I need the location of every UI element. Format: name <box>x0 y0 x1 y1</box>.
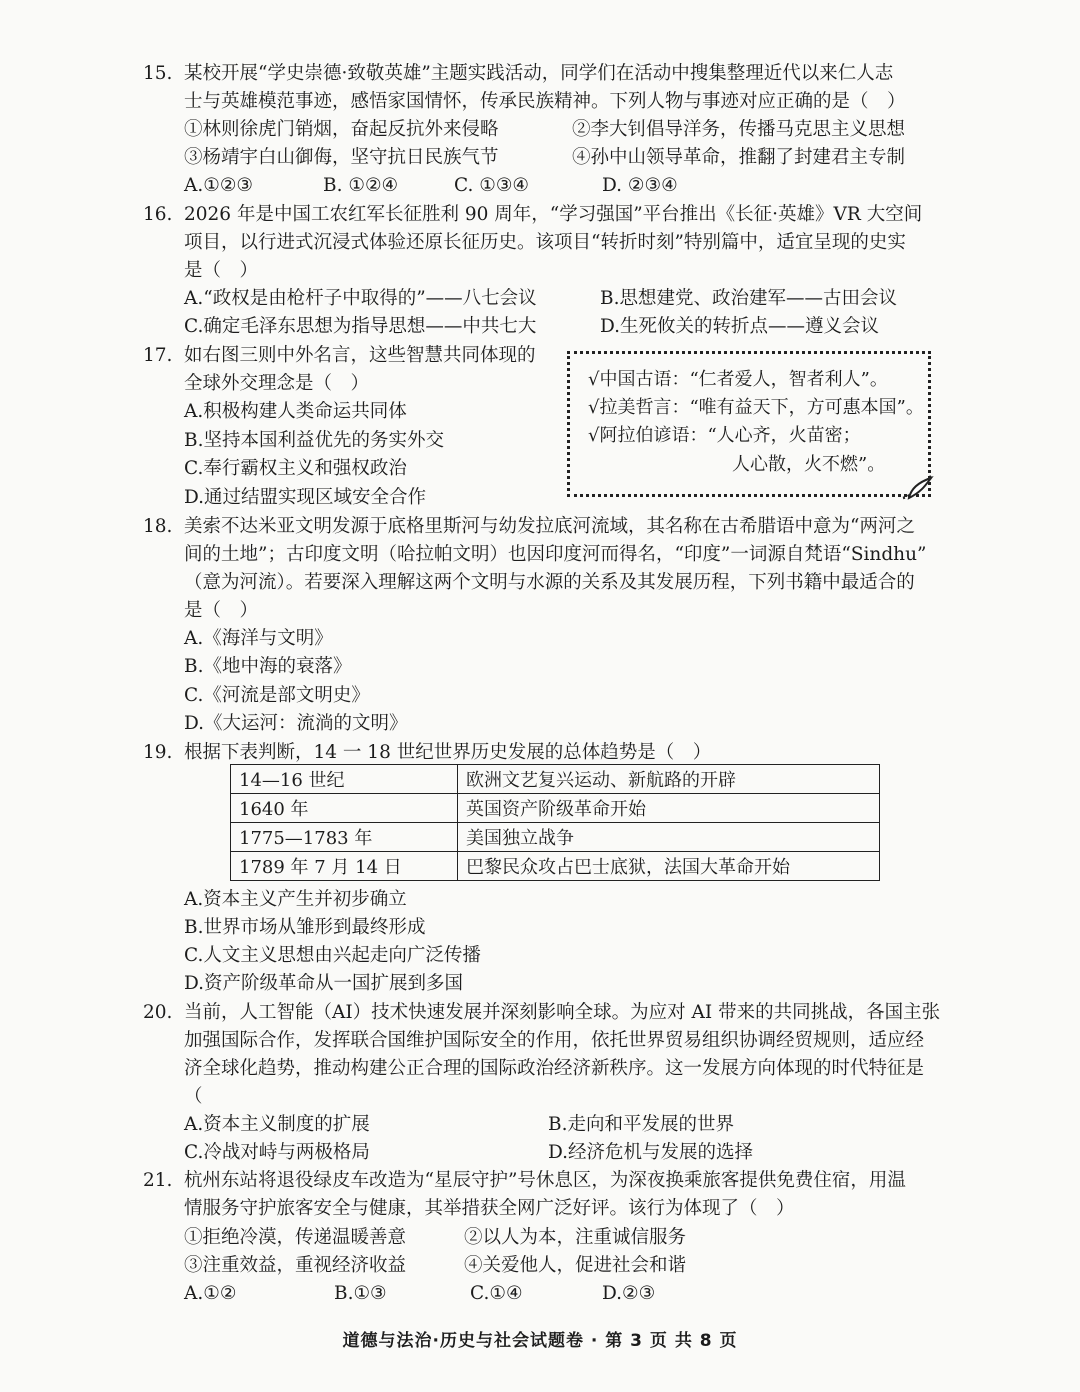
answer-option-c: C.人文主义思想由兴起走向广泛传播 <box>184 945 481 966</box>
question-number: 21. <box>143 1170 173 1191</box>
quote-chinese: √中国古语：“仁者爱人，智者利人”。 <box>588 369 888 390</box>
statement-item: ④关爱他人，促进社会和谐 <box>464 1255 687 1276</box>
answer-option-b: B.坚持本国利益优先的务实外交 <box>184 430 444 451</box>
question-stem-line: 2026 年是中国工农红军长征胜利 90 周年，“学习强国”平台推出《长征·英雄》VR 大空间 <box>184 204 923 225</box>
answer-option-d: D.②③ <box>602 1283 656 1304</box>
answer-option-c: C.①④ <box>470 1283 523 1304</box>
table-cell-period: 1789 年 7 月 14 日 <box>231 852 458 881</box>
statement-item: ③杨靖宇白山御侮，坚守抗日民族气节 <box>184 147 499 168</box>
question-stem-line: 当前，人工智能（AI）技术快速发展并深刻影响全球。为应对 AI 带来的共同挑战，各国主张 <box>184 1002 941 1023</box>
answer-option-b: B.走向和平发展的世界 <box>548 1114 734 1135</box>
table-row <box>231 823 880 852</box>
answer-option-a: A.《海洋与文明》 <box>184 628 333 649</box>
question-stem-line: 是（ ） <box>184 260 259 281</box>
question-stem-line: 某校开展“学史崇德·致敬英雄”主题实践活动，同学们在活动中搜集整理近代以来仁人志 <box>184 63 894 84</box>
answer-option-d: D.《大运河：流淌的文明》 <box>184 713 408 734</box>
question-stem-line: 士与英雄模范事迹，感悟家国情怀，传承民族精神。下列人物与事迹对应正确的是（ ） <box>184 91 906 112</box>
answer-option-c: C.奉行霸权主义和强权政治 <box>184 458 407 479</box>
table-row <box>231 852 880 881</box>
answer-option-a: A.①② <box>184 1283 237 1304</box>
quotes-box <box>567 351 931 497</box>
answer-option-b: B.世界市场从雏形到最终形成 <box>184 917 426 938</box>
quote-latin-america: √拉美哲言：“唯有益天下，方可惠本国”。 <box>588 397 924 418</box>
answer-option-a: A.“政权是由枪杆子中取得的”——八七会议 <box>184 288 537 309</box>
answer-option-d: D.通过结盟实现区域安全合作 <box>184 487 427 508</box>
table-cell-event: 巴黎民众攻占巴士底狱，法国大革命开始 <box>458 852 880 881</box>
answer-option-c: C. ①③④ <box>454 175 530 196</box>
statement-item: ①拒绝冷漠，传递温暖善意 <box>184 1227 407 1248</box>
question-stem-line: 杭州东站将退役绿皮车改造为“星辰守护”号休息区，为深夜换乘旅客提供免费住宿，用温 <box>184 1170 906 1191</box>
answer-option-b: B. ①②④ <box>323 175 399 196</box>
question-stem-line: 济全球化趋势，推动构建公正合理的国际政治经济新秩序。这一发展方向体现的时代特征是 <box>184 1058 925 1079</box>
question-number: 15. <box>143 63 173 84</box>
question-stem-line: 根据下表判断，14 一 18 世纪世界历史发展的总体趋势是（ ） <box>184 742 712 763</box>
answer-option-c: C.确定毛泽东思想为指导思想——中共七大 <box>184 316 537 337</box>
question-stem-line: 项目，以行进式沉浸式体验还原长征历史。该项目“转折时刻”特别篇中，适宜呈现的史实 <box>184 232 906 253</box>
table-cell-period: 1640 年 <box>231 794 458 823</box>
answer-option-b: B.思想建党、政治建军——古田会议 <box>600 288 897 309</box>
answer-option-c: C.冷战对峙与两极格局 <box>184 1142 370 1163</box>
question-stem-line: （ <box>184 1086 203 1107</box>
answer-option-d: D.资产阶级革命从一国扩展到多国 <box>184 973 464 994</box>
statement-item: ②以人为本，注重诚信服务 <box>464 1227 687 1248</box>
table-cell-period: 1775—1783 年 <box>231 823 458 852</box>
question-stem-line: 加强国际合作，发挥联合国维护国际安全的作用，依托世界贸易组织协调经贸规则，适应经 <box>184 1030 925 1051</box>
question-number: 16. <box>143 204 173 225</box>
question-number: 20. <box>143 1002 173 1023</box>
question-number: 18. <box>143 516 173 537</box>
question-stem-line: 是（ ） <box>184 600 259 621</box>
statement-item: ①林则徐虎门销烟，奋起反抗外来侵略 <box>184 119 499 140</box>
answer-option-a: A.资本主义制度的扩展 <box>184 1114 370 1135</box>
table-cell-period: 14—16 世纪 <box>231 765 458 794</box>
answer-option-d: D.生死攸关的转折点——遵义会议 <box>600 316 880 337</box>
history-table <box>230 764 880 881</box>
table-cell-event: 英国资产阶级革命开始 <box>458 794 880 823</box>
statement-item: ②李大钊倡导洋务，传播马克思主义思想 <box>572 119 906 140</box>
page-footer: 道德与法治·历史与社会试题卷 · 第 3 页 共 8 页 <box>342 1331 738 1351</box>
answer-option-d: D.经济危机与发展的选择 <box>548 1142 754 1163</box>
table-cell-event: 欧洲文艺复兴运动、新航路的开辟 <box>458 765 880 794</box>
answer-option-b: B.《地中海的衰落》 <box>184 656 352 677</box>
question-stem-line: 美索不达米亚文明发源于底格里斯河与幼发拉底河流域，其名称在古希腊语中意为“两河之 <box>184 516 915 537</box>
question-number: 19. <box>143 742 173 763</box>
question-stem-line: 如右图三则中外名言，这些智慧共同体现的 <box>184 345 536 366</box>
question-stem-line: 全球外交理念是（ ） <box>184 373 370 394</box>
table-cell-event: 美国独立战争 <box>458 823 880 852</box>
answer-option-a: A.积极构建人类命运共同体 <box>184 401 407 422</box>
page-curl-icon <box>901 474 935 500</box>
quote-arabic: √阿拉伯谚语：“人心齐，火苗密； <box>588 425 861 446</box>
answer-option-b: B.①③ <box>334 1283 387 1304</box>
statement-item: ③注重效益，重视经济收益 <box>184 1255 407 1276</box>
answer-option-a: A.资本主义产生并初步确立 <box>184 889 407 910</box>
table-row <box>231 765 880 794</box>
answer-option-c: C.《河流是部文明史》 <box>184 685 370 706</box>
question-stem-line: （意为河流）。若要深入理解这两个文明与水源的关系及其发展历程，下列书籍中最适合的 <box>184 572 915 593</box>
quote-arabic-cont: 人心散，火不燃”。 <box>732 454 886 475</box>
table-row <box>231 794 880 823</box>
question-stem-line: 情服务守护旅客安全与健康，其举措获全网广泛好评。该行为体现了（ ） <box>184 1198 795 1219</box>
answer-option-a: A.①②③ <box>184 175 253 196</box>
question-number: 17. <box>143 345 173 366</box>
statement-item: ④孙中山领导革命，推翻了封建君主专制 <box>572 147 906 168</box>
question-stem-line: 间的土地”；古印度文明（哈拉帕文明）也因印度河而得名，“印度”一词源自梵语“Sindhu” <box>184 544 927 565</box>
answer-option-d: D. ②③④ <box>602 175 678 196</box>
